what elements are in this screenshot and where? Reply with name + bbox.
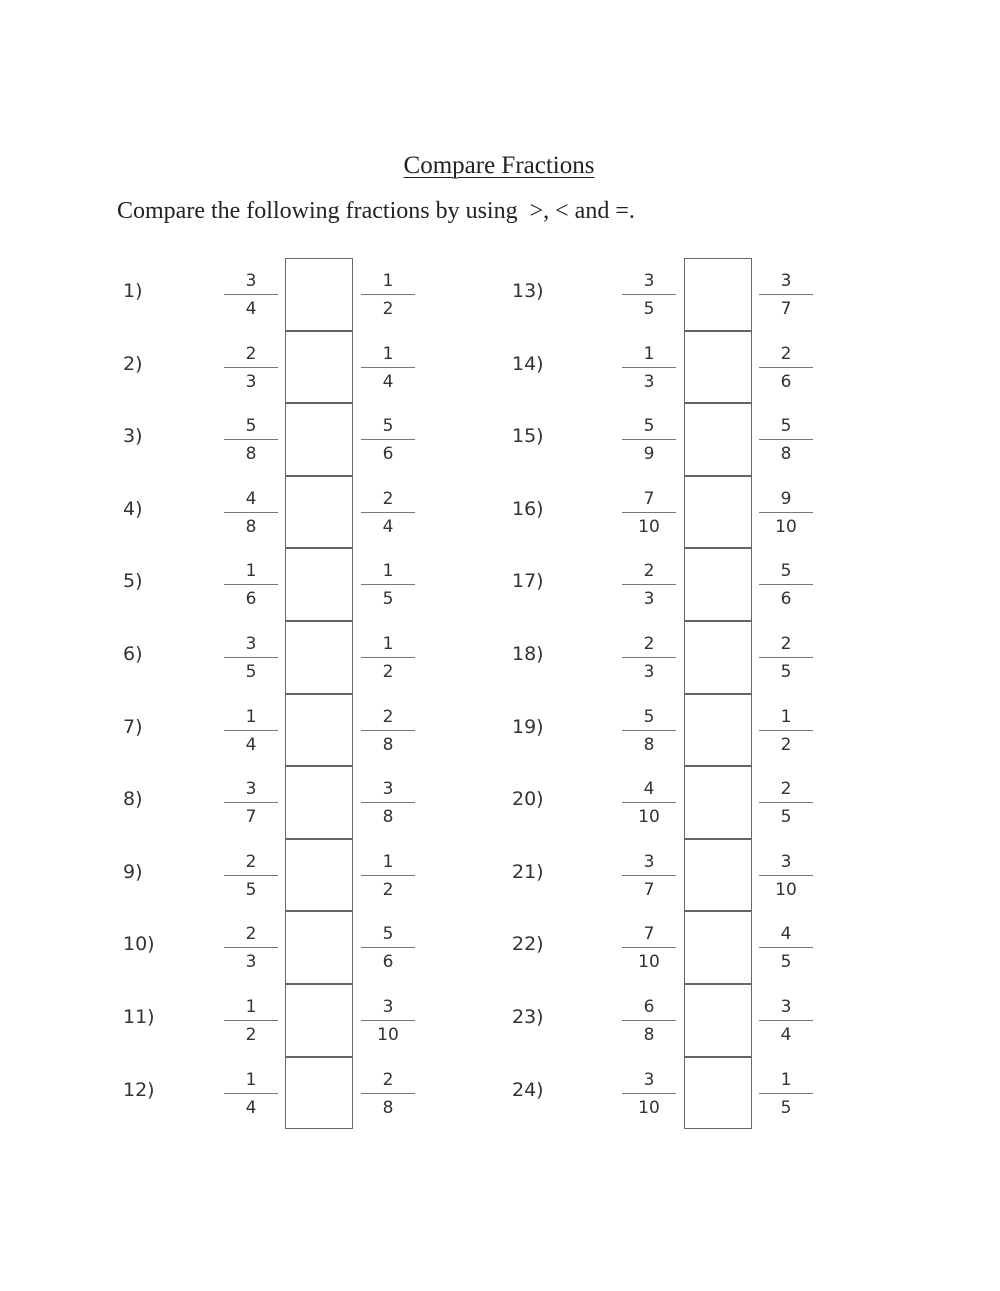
right-fraction <box>759 778 813 828</box>
problem-number: 20) <box>512 788 544 811</box>
denominator: 6 <box>780 371 792 392</box>
problem-number: 8) <box>123 788 143 811</box>
problem-number: 12) <box>123 1078 155 1101</box>
denominator: 2 <box>245 1025 257 1045</box>
denominator: 10 <box>775 516 797 537</box>
denominator: 8 <box>382 807 394 828</box>
left-fraction <box>622 923 676 973</box>
right-fraction <box>759 270 813 320</box>
fraction-bar <box>622 730 676 731</box>
numerator: 3 <box>245 779 257 800</box>
answer-box[interactable] <box>684 839 752 912</box>
denominator: 3 <box>245 952 257 973</box>
problem-number: 7) <box>123 715 143 738</box>
numerator: 3 <box>643 1069 655 1090</box>
answer-box[interactable] <box>684 331 752 404</box>
numerator: 3 <box>245 634 257 654</box>
problem-number: 4) <box>123 497 143 520</box>
numerator: 1 <box>382 561 394 582</box>
denominator: 10 <box>775 879 797 900</box>
problem-number: 16) <box>512 497 544 520</box>
answer-box[interactable] <box>684 258 752 331</box>
problem-row <box>0 621 1000 694</box>
denominator: 6 <box>780 589 792 610</box>
fraction-bar <box>622 439 676 440</box>
numerator: 1 <box>382 271 394 291</box>
denominator: 9 <box>643 444 655 465</box>
fraction-bar <box>759 802 813 803</box>
numerator: 2 <box>245 343 257 364</box>
fraction-bar <box>759 730 813 731</box>
denominator: 7 <box>643 879 655 900</box>
numerator: 3 <box>780 851 792 872</box>
fraction-bar <box>622 802 676 803</box>
problem-number: 23) <box>512 1006 544 1028</box>
numerator: 5 <box>382 416 394 437</box>
denominator: 5 <box>643 299 655 319</box>
numerator: 3 <box>643 271 655 291</box>
problem-number: 13) <box>512 280 544 302</box>
fraction-bar <box>622 584 676 585</box>
numerator: 1 <box>245 561 257 582</box>
problem-row <box>0 694 1000 767</box>
problem-number: 1) <box>123 280 143 302</box>
denominator: 2 <box>780 734 792 755</box>
denominator: 10 <box>638 516 660 537</box>
denominator: 6 <box>382 952 394 973</box>
numerator: 7 <box>643 924 655 945</box>
denominator: 4 <box>780 1025 792 1045</box>
problem-row <box>0 911 1000 984</box>
denominator: 4 <box>382 516 394 537</box>
denominator: 5 <box>245 879 257 900</box>
fraction-bar <box>622 294 676 295</box>
problem-row <box>0 476 1000 549</box>
problem-number: 6) <box>123 643 143 665</box>
fraction-bar <box>622 875 676 876</box>
fraction-bar <box>759 439 813 440</box>
answer-box[interactable] <box>684 984 752 1057</box>
left-fraction <box>622 343 676 393</box>
numerator: 1 <box>245 706 257 727</box>
right-fraction <box>759 488 813 538</box>
problem-row <box>0 403 1000 476</box>
numerator: 1 <box>382 851 394 872</box>
answer-box[interactable] <box>684 911 752 984</box>
denominator: 5 <box>780 952 792 973</box>
numerator: 5 <box>643 416 655 437</box>
left-fraction <box>622 633 676 683</box>
numerator: 3 <box>382 779 394 800</box>
problem-row <box>0 839 1000 912</box>
denominator: 6 <box>245 589 257 610</box>
denominator: 5 <box>780 662 792 682</box>
numerator: 2 <box>382 488 394 509</box>
numerator: 5 <box>643 706 655 727</box>
denominator: 8 <box>245 444 257 465</box>
fraction-bar <box>759 294 813 295</box>
left-fraction <box>622 996 676 1046</box>
problem-number: 14) <box>512 352 544 375</box>
numerator: 2 <box>245 924 257 945</box>
denominator: 8 <box>780 444 792 465</box>
denominator: 3 <box>643 662 655 682</box>
problem-row <box>0 984 1000 1057</box>
problem-number: 22) <box>512 933 544 956</box>
fraction-bar <box>622 947 676 948</box>
numerator: 5 <box>382 924 394 945</box>
denominator: 10 <box>638 952 660 973</box>
right-fraction <box>759 923 813 973</box>
problem-number: 9) <box>123 860 143 883</box>
denominator: 8 <box>382 734 394 755</box>
fraction-bar <box>622 1020 676 1021</box>
right-fraction <box>759 1069 813 1119</box>
answer-box[interactable] <box>684 766 752 839</box>
left-fraction <box>622 415 676 465</box>
denominator: 5 <box>245 662 257 682</box>
problem-number: 11) <box>123 1006 155 1028</box>
denominator: 4 <box>245 734 257 755</box>
denominator: 10 <box>377 1025 399 1045</box>
fraction-bar <box>759 1020 813 1021</box>
right-fraction <box>759 415 813 465</box>
problem-row <box>0 766 1000 839</box>
problem-row <box>0 331 1000 404</box>
fraction-bar <box>759 1093 813 1094</box>
problem-row <box>0 548 1000 621</box>
numerator: 3 <box>643 851 655 872</box>
numerator: 2 <box>382 706 394 727</box>
denominator: 6 <box>382 444 394 465</box>
numerator: 5 <box>780 561 792 582</box>
denominator: 2 <box>382 662 394 682</box>
numerator: 3 <box>382 997 394 1017</box>
left-fraction <box>622 1069 676 1119</box>
numerator: 2 <box>643 561 655 582</box>
denominator: 5 <box>780 807 792 828</box>
problem-number: 18) <box>512 643 544 665</box>
right-fraction <box>759 633 813 683</box>
numerator: 2 <box>643 634 655 654</box>
denominator: 3 <box>643 589 655 610</box>
numerator: 2 <box>245 851 257 872</box>
fraction-bar <box>759 512 813 513</box>
fraction-bar <box>622 657 676 658</box>
fraction-bar <box>622 367 676 368</box>
denominator: 3 <box>643 371 655 392</box>
problem-number: 2) <box>123 352 143 375</box>
numerator: 2 <box>780 779 792 800</box>
problem-row <box>0 258 1000 331</box>
denominator: 4 <box>245 299 257 319</box>
denominator: 2 <box>382 879 394 900</box>
denominator: 5 <box>382 589 394 610</box>
fraction-bar <box>759 875 813 876</box>
numerator: 2 <box>780 634 792 654</box>
denominator: 8 <box>643 1025 655 1045</box>
worksheet-title: Compare Fractions <box>403 152 595 179</box>
right-fraction <box>759 343 813 393</box>
numerator: 4 <box>780 924 792 945</box>
left-fraction <box>622 270 676 320</box>
denominator: 3 <box>245 371 257 392</box>
denominator: 8 <box>382 1097 394 1118</box>
denominator: 10 <box>638 1097 660 1118</box>
problem-number: 21) <box>512 860 544 883</box>
numerator: 1 <box>382 343 394 364</box>
numerator: 4 <box>245 488 257 509</box>
left-fraction <box>622 488 676 538</box>
right-fraction <box>759 706 813 756</box>
numerator: 1 <box>245 1069 257 1090</box>
left-fraction <box>622 851 676 901</box>
left-fraction <box>622 778 676 828</box>
problem-number: 19) <box>512 715 544 738</box>
right-fraction <box>759 851 813 901</box>
answer-box[interactable] <box>684 621 752 694</box>
denominator: 4 <box>245 1097 257 1118</box>
right-fraction <box>759 996 813 1046</box>
answer-box[interactable] <box>684 476 752 549</box>
answer-box[interactable] <box>684 694 752 767</box>
answer-box[interactable] <box>684 403 752 476</box>
numerator: 1 <box>780 706 792 727</box>
problem-number: 10) <box>123 933 155 956</box>
numerator: 6 <box>643 997 655 1017</box>
right-fraction <box>759 560 813 610</box>
fraction-bar <box>759 657 813 658</box>
numerator: 3 <box>780 997 792 1017</box>
left-fraction <box>622 560 676 610</box>
problem-number: 15) <box>512 425 544 448</box>
numerator: 4 <box>643 779 655 800</box>
left-fraction <box>622 706 676 756</box>
denominator: 10 <box>638 807 660 828</box>
fraction-bar <box>759 367 813 368</box>
numerator: 1 <box>382 634 394 654</box>
fraction-bar <box>622 1093 676 1094</box>
problem-number: 24) <box>512 1078 544 1101</box>
instructions: Compare the following fractions by using >, < and =. <box>117 198 635 224</box>
numerator: 1 <box>245 997 257 1017</box>
numerator: 2 <box>780 343 792 364</box>
numerator: 7 <box>643 488 655 509</box>
numerator: 2 <box>382 1069 394 1090</box>
fraction-bar <box>759 947 813 948</box>
denominator: 7 <box>245 807 257 828</box>
denominator: 4 <box>382 371 394 392</box>
denominator: 2 <box>382 299 394 319</box>
answer-box[interactable] <box>684 548 752 621</box>
numerator: 9 <box>780 488 792 509</box>
numerator: 5 <box>780 416 792 437</box>
numerator: 1 <box>780 1069 792 1090</box>
answer-box[interactable] <box>684 1057 752 1130</box>
numerator: 5 <box>245 416 257 437</box>
problem-number: 17) <box>512 570 544 593</box>
problem-number: 5) <box>123 570 143 593</box>
numerator: 3 <box>245 271 257 291</box>
denominator: 8 <box>643 734 655 755</box>
numerator: 3 <box>780 271 792 291</box>
denominator: 8 <box>245 516 257 537</box>
denominator: 7 <box>780 299 792 319</box>
problem-number: 3) <box>123 425 143 448</box>
problem-row <box>0 1057 1000 1130</box>
fraction-bar <box>759 584 813 585</box>
numerator: 1 <box>643 343 655 364</box>
fraction-bar <box>622 512 676 513</box>
denominator: 5 <box>780 1097 792 1118</box>
